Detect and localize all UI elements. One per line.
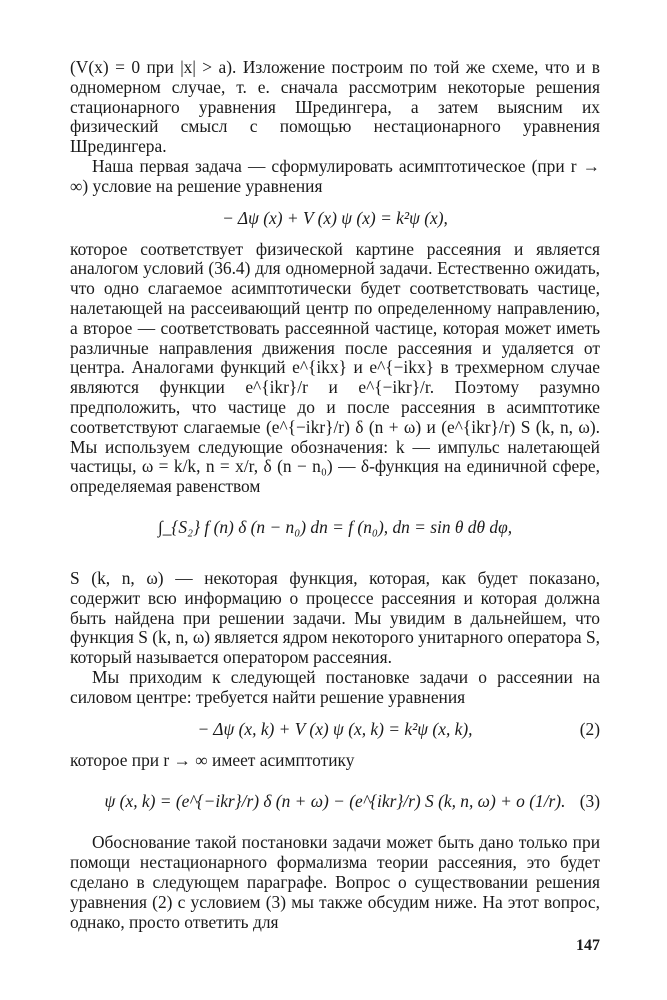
paragraph-6: которое при r → ∞ имеет асимптотику — [70, 749, 355, 770]
equation-delta-definition: ∫_{S₂} f (n) δ (n − n₀) dn = f (n₀), dn = sin θ dθ dφ, — [157, 516, 513, 537]
equation-2-body: − Δψ (x, k) + V (x) ψ (x, k) = k²ψ (x, k), — [197, 718, 473, 739]
equation-2 — [70, 716, 600, 742]
paragraph-4: S (k, n, ω) — некоторая функция, которая, как будет показано, содержит всю информацию о процессе рассеяния и которая должна быть найдена при решении задачи. Мы увидим в дальнейшем, что функция S (k, n, ω) является ядром некоторого унитарного оператора S, который называется оператором рассеяния. — [70, 567, 601, 668]
equation-3-body: ψ (x, k) = (e^{−ikr}/r) δ (n + ω) − (e^{ikr}/r) S (k, n, ω) + o (1/r). — [104, 791, 566, 812]
paragraph-1: (V(x) = 0 при |x| > a). Изложение построим по той же схеме, что и в одномерном случае, т. е. сначала рассмотрим некоторые решения стационарного уравнения Шредингера, а затем выясним их физический смысл с помощью нестационарного уравнения Шредингера. — [70, 57, 600, 157]
paragraph-3: которое соответствует физической картине рассеяния и является аналогом условий (36.4) для одномерной задачи. Естественно ожидать, что одно слагаемое асимптотически будет соответствовать частице, налетающей на рассеивающий центр по определенному направлению, а второе — соответствовать рассеянной частице, которая может иметь различные направления движения после рассеяния и удаляется от центра. Аналогами функций e^{ikx} и e^{−ikx} в трехмерном случае являются функции e^{ikr}/r и e^{−ikr}/r. Поэтому разумно предположить, что частице до и после рассеяния в асимптотике соответствуют слагаемые (e^{−ikr}/r) δ (n + ω) и (e^{ikr}/r) S (k, n, ω). Мы используем следующие обозначения: k — импульс налетающей частицы, ω = k/k, n = x/r, δ (n − n₀) — δ-функция на единичной сфере, определяемая равенством — [70, 238, 600, 497]
paragraph-2: Наша первая задача — сформулировать асимптотическое (при r → ∞) условие на решение уравнения — [70, 155, 600, 196]
text-column — [70, 58, 600, 932]
equation-3 — [70, 778, 600, 824]
paragraph-7: Обоснование такой постановки задачи может быть дано только при помощи нестационарного формализма теории рассеяния, это будет сделано в следующем параграфе. Вопрос о существовании решения уравнения (2) с условием (3) мы также обсудим ниже. На этот вопрос, однако, просто ответить для — [70, 832, 600, 932]
equation-schrodinger: − Δψ (x) + V (x) ψ (x) = k²ψ (x), — [222, 207, 448, 228]
page-number: 147 — [576, 937, 600, 954]
paragraph-5: Мы приходим к следующей постановке задачи о рассеянии на силовом центре: требуется найти решение уравнения — [70, 666, 600, 707]
equation-3-number: (3) — [579, 791, 600, 812]
equation-2-number: (2) — [579, 718, 600, 739]
